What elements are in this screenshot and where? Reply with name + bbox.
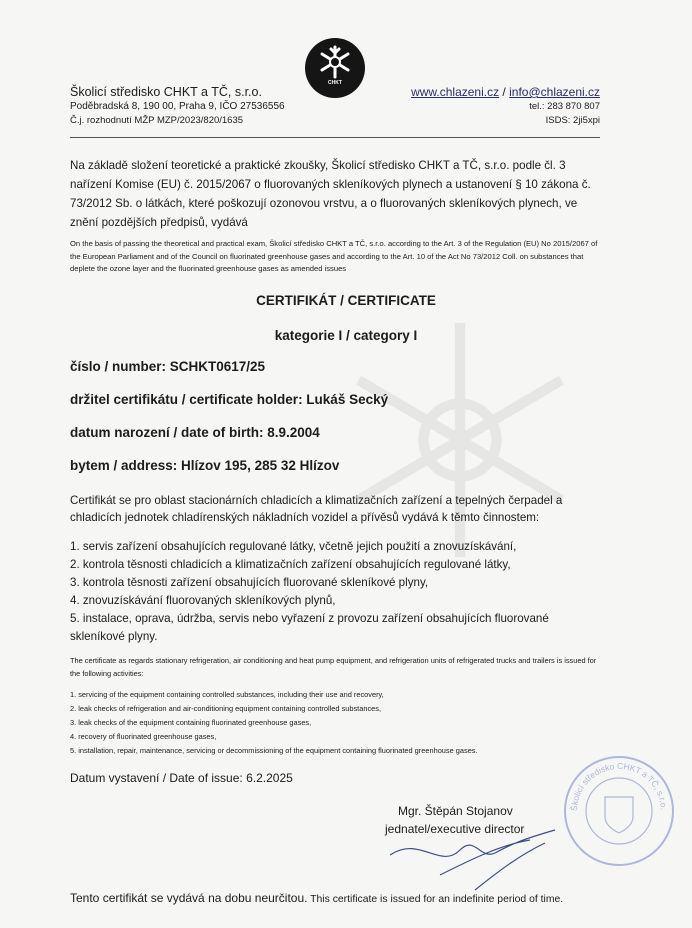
list-item: 3. leak checks of the equipment containing fluorinated greenhouse gases, xyxy=(70,718,312,727)
list-item: 5. instalace, oprava, údržba, servis nebo vyřazení z provozu zařízení obsahujících fluorované skleníkové plyny. xyxy=(70,612,549,643)
header-divider xyxy=(70,137,600,138)
snowflake-watermark-icon xyxy=(320,310,600,570)
intro-paragraph-en: On the basis of passing the theoretical and practical exam, Školicí středisko CHKT a TČ, s.r.o. according to the Art. 3 of the Regulation (EU) No 2015/2067 of the European Parliament and of the Council on fluorinated greenhouse gases and according to the Art. 10 of the Act No 73/2012 Coll. on substances that deplete the ozone layer and the fluorinated greenhouse gases as amended issues xyxy=(70,239,598,273)
certificate-number: číslo / number: SCHKT0617/25 xyxy=(70,359,266,374)
scope-paragraph-cs: Certifikát se pro oblast stacionárních chladicích a klimatizačních zařízení a tepelných čerpadel a chladicích jednotek chladírenských nákladních vozidel a přívěsů vydává k těmto činnostem: xyxy=(70,494,563,524)
list-item: 2. kontrola těsnosti chladicích a klimatizačních zařízení obsahujících regulované látky, xyxy=(70,558,511,571)
link-separator: / xyxy=(499,85,510,99)
intro-paragraph-cs: Na základě složení teoretické a praktické zkoušky, Školicí středisko CHKT a TČ, s.r.o. podle čl. 3 nařízení Komise (EU) č. 2015/2067 o fluorovaných skleníkových plynech a ustanovení § 10 zákona č. 73/2012 Sb. o látkách, které poškozují ozonovou vrstvu, a o fluorovaných skleníkových plynech, ve znění pozdějších předpisů, vydává xyxy=(70,159,591,229)
signatory-name: Mgr. Štěpán Stojanov xyxy=(398,804,513,818)
certificate-title: CERTIFIKÁT / CERTIFICATE xyxy=(256,293,436,308)
org-name: Školicí středisko CHKT a TČ, s.r.o. xyxy=(70,85,262,99)
decision-reference: Č.j. rozhodnutí MŽP MZP/2023/820/1635 xyxy=(70,115,244,126)
phone-number: tel.: 283 870 807 xyxy=(529,101,600,112)
signatory-role: jednatel/executive director xyxy=(385,822,525,836)
validity-statement xyxy=(70,891,563,905)
date-of-birth: datum narození / date of birth: 8.9.2004 xyxy=(70,425,320,440)
validity-statement-cs: Tento certifikát se vydává na dobu neurčitou. xyxy=(70,891,308,905)
official-stamp xyxy=(560,752,678,870)
list-item: 1. servis zařízení obsahujících regulované látky, včetně jejich použití a znovuzískávání, xyxy=(70,540,517,553)
website-link[interactable]: www.chlazeni.cz xyxy=(411,85,500,99)
list-item: 2. leak checks of refrigeration and air-conditioning equipment containing controlled substances, xyxy=(70,704,382,713)
holder-address: bytem / address: Hlízov 195, 285 32 Hlízov xyxy=(70,458,340,473)
email-link[interactable]: info@chlazeni.cz xyxy=(509,85,600,99)
certificate-holder: držitel certifikátu / certificate holder: Lukáš Secký xyxy=(70,392,389,407)
stamp-text: Školicí středisko CHKT a TČ, s.r.o. xyxy=(568,760,669,812)
chkt-logo-icon xyxy=(304,37,366,99)
org-address: Poděbradská 8, 190 00, Praha 9, IČO 27536556 xyxy=(70,101,285,112)
activities-list-en xyxy=(70,688,600,758)
isds-id: ISDS: 2ji5xpi xyxy=(545,115,600,126)
svg-text:Školicí středisko CHKT a TČ, s xyxy=(569,761,669,811)
contact-links xyxy=(411,85,600,99)
list-item: 4. recovery of fluorinated greenhouse gases, xyxy=(70,732,217,741)
validity-statement-en: This certificate is issued for an indefinite period of time. xyxy=(307,894,564,905)
logo-label: CHKT xyxy=(328,80,342,86)
list-item: 1. servicing of the equipment containing controlled substances, including their use and recovery, xyxy=(70,690,384,699)
list-item: 4. znovuzískávání fluorovaných skleníkových plynů, xyxy=(70,594,336,607)
activities-list-cs xyxy=(70,538,590,646)
list-item: 5. installation, repair, maintenance, servicing or decommissioning of the equipment containing fluorinated greenhouse gases. xyxy=(70,746,478,755)
handwritten-signature xyxy=(380,815,570,895)
list-item: 3. kontrola těsnosti zařízení obsahujících fluorované skleníkové plyny, xyxy=(70,576,429,589)
issue-date: Datum vystavení / Date of issue: 6.2.2025 xyxy=(70,771,293,785)
certificate-category: kategorie I / category I xyxy=(274,328,418,343)
scope-paragraph-en: The certificate as regards stationary refrigeration, air conditioning and heat pump equipment, and refrigeration units of refrigerated trucks and trailers is issued for the following activities: xyxy=(70,656,597,678)
